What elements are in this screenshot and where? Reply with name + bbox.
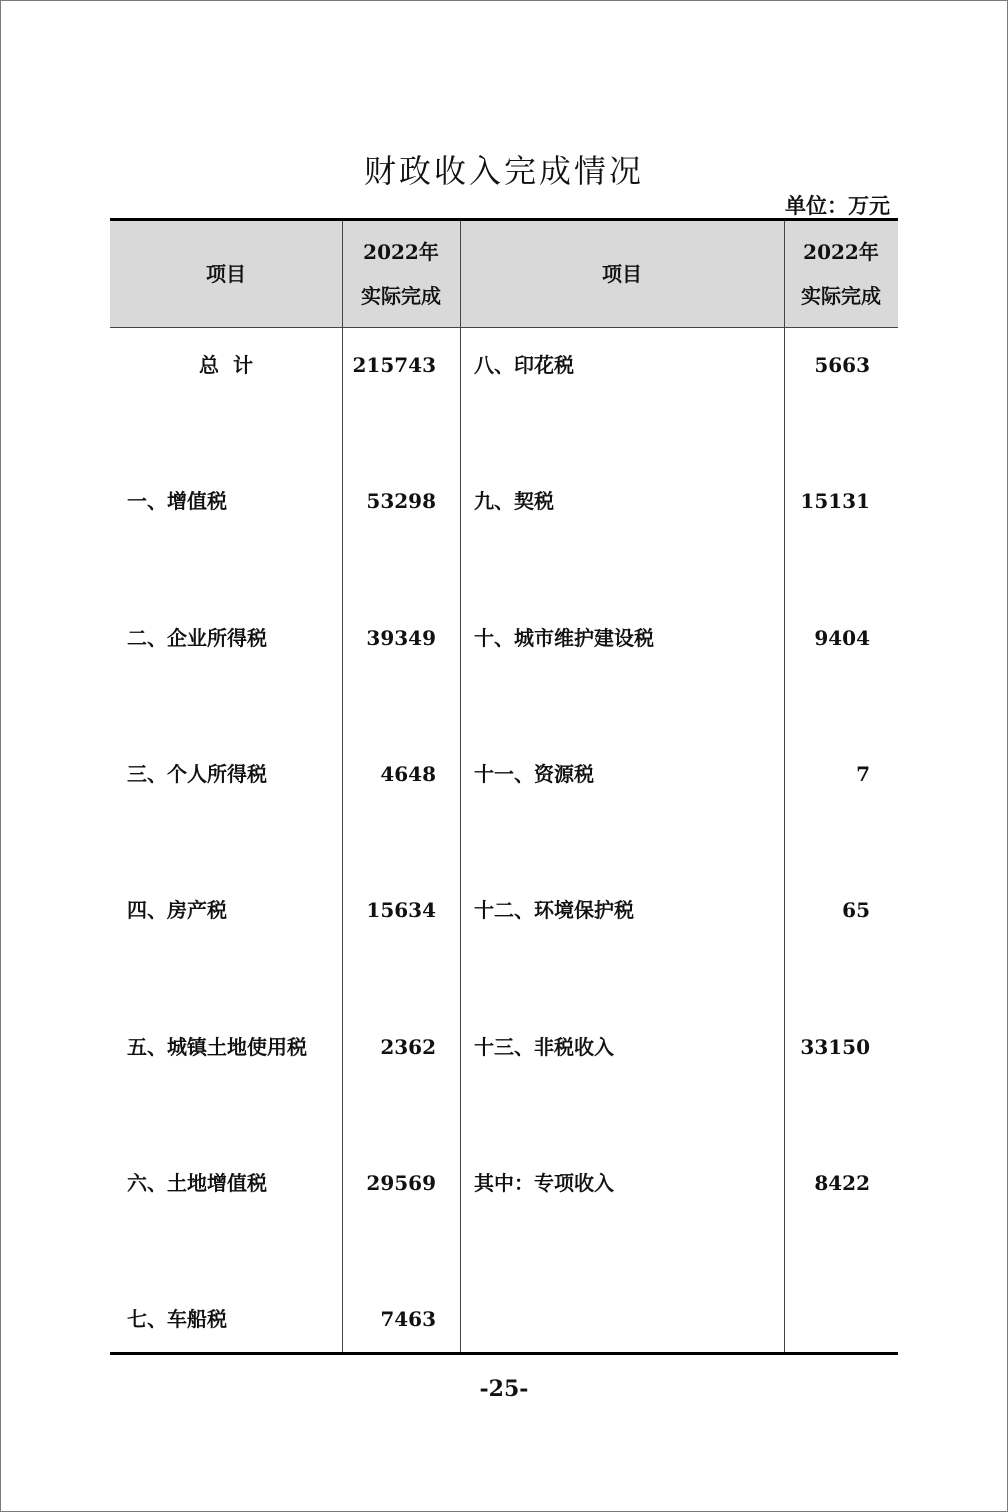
row-right-label: 其中：专项收入 (474, 1171, 614, 1195)
row-left-label: 六、土地增值税 (127, 1171, 267, 1195)
document-title: 财政收入完成情况 (363, 152, 644, 190)
row-right-value: 8422 (814, 1171, 870, 1195)
table-row (110, 481, 898, 521)
row-right-value: 7 (856, 762, 870, 786)
row-right-label (474, 1299, 784, 1339)
header-value-left (342, 221, 460, 327)
row-right-value (784, 1299, 870, 1339)
table-row (110, 754, 898, 794)
header-item-label: 项目 (206, 262, 246, 286)
table-bottom-rule (110, 1352, 898, 1355)
row-left-value: 215743 (352, 353, 436, 377)
row-right-label: 九、契税 (474, 489, 554, 513)
row-left-value: 15634 (366, 898, 436, 922)
row-right-label: 十、城市维护建设税 (474, 626, 654, 650)
page-number: -25- (479, 1376, 529, 1402)
header-value-right (784, 221, 898, 327)
row-left-label: 总 计 (199, 353, 253, 377)
row-left-value: 29569 (366, 1171, 436, 1195)
row-left-value: 4648 (380, 762, 436, 786)
header-actual: 实际完成 (361, 284, 441, 308)
header-item-right (460, 221, 784, 327)
row-left-label: 三、个人所得税 (127, 762, 267, 786)
row-right-label: 十一、资源税 (474, 762, 594, 786)
row-right-value: 33150 (800, 1035, 870, 1059)
table-row (110, 1163, 898, 1203)
row-right-value: 65 (842, 898, 870, 922)
row-left-label: 五、城镇土地使用税 (127, 1035, 307, 1059)
row-right-value: 9404 (814, 626, 870, 650)
header-actual: 实际完成 (801, 284, 881, 308)
row-left-label: 二、企业所得税 (127, 626, 267, 650)
row-left-value: 53298 (366, 489, 436, 513)
header-item-label: 项目 (602, 262, 642, 286)
table-row (110, 890, 898, 930)
row-right-label: 十三、非税收入 (474, 1035, 614, 1059)
row-right-value: 15131 (800, 489, 870, 513)
unit-label: 单位：万元 (785, 193, 890, 218)
row-left-label: 七、车船税 (127, 1307, 227, 1331)
header-item-left (110, 221, 342, 327)
row-right-label: 八、印花税 (474, 353, 574, 377)
revenue-table (110, 218, 898, 1355)
row-right-label: 十二、环境保护税 (474, 898, 634, 922)
row-left-label: 一、增值税 (127, 489, 227, 513)
row-right-value: 5663 (814, 353, 870, 377)
row-left-value: 39349 (366, 626, 436, 650)
table-row (110, 1299, 898, 1339)
table-row (110, 618, 898, 658)
header-year: 2022年 (803, 240, 879, 264)
table-row (110, 1027, 898, 1067)
row-left-value: 7463 (380, 1307, 436, 1331)
table-row (110, 345, 898, 385)
row-left-value: 2362 (380, 1035, 436, 1059)
row-left-label: 四、房产税 (127, 898, 227, 922)
header-year: 2022年 (363, 240, 439, 264)
